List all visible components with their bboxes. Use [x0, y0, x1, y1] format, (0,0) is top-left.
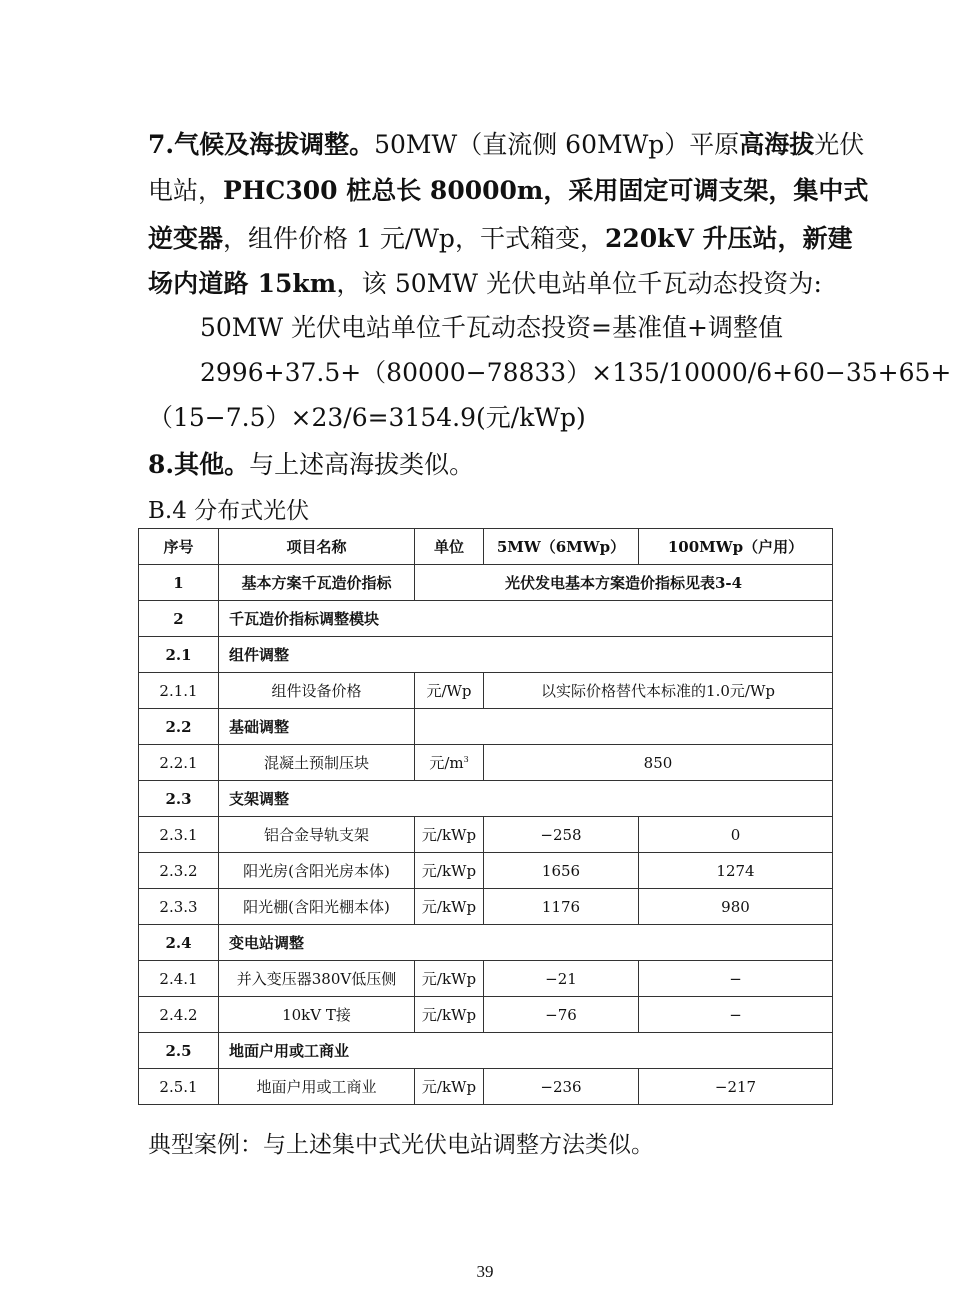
table-row — [139, 1033, 833, 1069]
cell — [415, 745, 484, 781]
caption: 典型案例：与上述集中式光伏电站调整方法类似。 — [148, 1132, 654, 1158]
table-row — [139, 745, 833, 781]
cell: 元/kWp — [415, 817, 484, 853]
cell: 变电站调整 — [219, 925, 833, 961]
cell: −236 — [484, 1069, 639, 1105]
bold-text: 高海拔 — [739, 130, 815, 159]
cell: 组件设备价格 — [219, 673, 415, 709]
formula-line: （15−7.5）×23/6=3154.9(元/kWp) — [148, 403, 586, 432]
cell: 地面户用或工商业 — [219, 1069, 415, 1105]
cell: −258 — [484, 817, 639, 853]
text: 电站， — [148, 176, 224, 205]
cell: 元/kWp — [415, 889, 484, 925]
header-cell: 单位 — [415, 529, 484, 565]
cell — [415, 709, 833, 745]
cell: 以实际价格替代本标准的1.0元/Wp — [484, 673, 833, 709]
table-row — [139, 817, 833, 853]
section-title: B.4 分布式光伏 — [148, 498, 310, 524]
cell: 1 — [139, 565, 219, 601]
cell: −217 — [639, 1069, 833, 1105]
table-row — [139, 1069, 833, 1105]
cell: 2.1.1 — [139, 673, 219, 709]
cell: 1656 — [484, 853, 639, 889]
cell: 光伏发电基本方案造价指标见表3-4 — [415, 565, 833, 601]
table-row — [139, 709, 833, 745]
cell: 元/kWp — [415, 997, 484, 1033]
cell: 元/kWp — [415, 853, 484, 889]
cell: 混凝土预制压块 — [219, 745, 415, 781]
table-row — [139, 853, 833, 889]
cell: 铝合金导轨支架 — [219, 817, 415, 853]
cell: 阳光房(含阳光房本体) — [219, 853, 415, 889]
text: 光伏 — [814, 130, 865, 159]
table-row — [139, 673, 833, 709]
page-number: 39 — [476, 1262, 494, 1281]
unit-exponent: 3 — [463, 755, 469, 764]
cell: 2.2.1 — [139, 745, 219, 781]
cell: 基本方案千瓦造价指标 — [219, 565, 415, 601]
text: 与上述高海拔类似。 — [249, 450, 475, 479]
paragraph-line — [148, 128, 865, 162]
text: ，组件价格 1 元/Wp，干式箱变， — [223, 224, 605, 253]
paragraph-line — [148, 222, 853, 256]
cell: 2.4 — [139, 925, 219, 961]
header-cell: 100MWp（户用） — [639, 529, 833, 565]
bold-text: 220kV 升压站，新建 — [604, 224, 853, 253]
cell: 10kV T接 — [219, 997, 415, 1033]
cell: 地面户用或工商业 — [219, 1033, 833, 1069]
cell: 基础调整 — [219, 709, 415, 745]
cell: 元/Wp — [415, 673, 484, 709]
cell: 元/kWp — [415, 961, 484, 997]
table-row — [139, 565, 833, 601]
table-row — [139, 925, 833, 961]
cell: 2.4.1 — [139, 961, 219, 997]
paragraph-line — [148, 174, 869, 208]
cell: 980 — [639, 889, 833, 925]
cell: 2.4.2 — [139, 997, 219, 1033]
cell: 2.3.3 — [139, 889, 219, 925]
cell: 2.2 — [139, 709, 219, 745]
cell: 0 — [639, 817, 833, 853]
header-cell: 序号 — [139, 529, 219, 565]
table-row — [139, 889, 833, 925]
table-row — [139, 601, 833, 637]
bold-text: 场内道路 15km — [148, 269, 337, 298]
cell: 1176 — [484, 889, 639, 925]
cell: 2 — [139, 601, 219, 637]
unit: 元/m — [429, 754, 464, 772]
text: ，该 50MW 光伏电站单位千瓦动态投资为: — [336, 269, 822, 298]
bold-heading: 8.其他。 — [148, 450, 250, 479]
cell: 并入变压器380V低压侧 — [219, 961, 415, 997]
cell: 2.3.1 — [139, 817, 219, 853]
table-row — [139, 781, 833, 817]
table-row — [139, 961, 833, 997]
cell: 千瓦造价指标调整模块 — [219, 601, 833, 637]
table-header-row — [139, 529, 833, 565]
formula-line: 2996+37.5+（80000−78833）×135/10000/6+60−35+65+ — [200, 358, 952, 387]
cell: 2.1 — [139, 637, 219, 673]
cell: 元/kWp — [415, 1069, 484, 1105]
cell: 组件调整 — [219, 637, 833, 673]
cell: − — [639, 961, 833, 997]
bold-text: 逆变器 — [148, 224, 224, 253]
table-row — [139, 997, 833, 1033]
cell: 2.5 — [139, 1033, 219, 1069]
cell: − — [639, 997, 833, 1033]
cell: 2.3.2 — [139, 853, 219, 889]
cell: 850 — [484, 745, 833, 781]
cell: −76 — [484, 997, 639, 1033]
paragraph-line — [148, 267, 822, 301]
cell: 阳光棚(含阳光棚本体) — [219, 889, 415, 925]
cell: −21 — [484, 961, 639, 997]
formula-line: 50MW 光伏电站单位千瓦动态投资=基准值+调整值 — [200, 313, 783, 342]
cell: 支架调整 — [219, 781, 833, 817]
cell: 2.3 — [139, 781, 219, 817]
header-cell: 项目名称 — [219, 529, 415, 565]
cost-adjustment-table — [138, 528, 833, 1105]
bold-heading: 7.气候及海拔调整。 — [148, 130, 375, 159]
text: 50MW（直流侧 60MWp）平原 — [374, 130, 740, 159]
header-cell: 5MW（6MWp） — [484, 529, 639, 565]
paragraph-line — [148, 448, 474, 482]
bold-text: PHC300 桩总长 80000m，采用固定可调支架，集中式 — [223, 176, 869, 205]
cell: 2.5.1 — [139, 1069, 219, 1105]
cell: 1274 — [639, 853, 833, 889]
table-row — [139, 637, 833, 673]
